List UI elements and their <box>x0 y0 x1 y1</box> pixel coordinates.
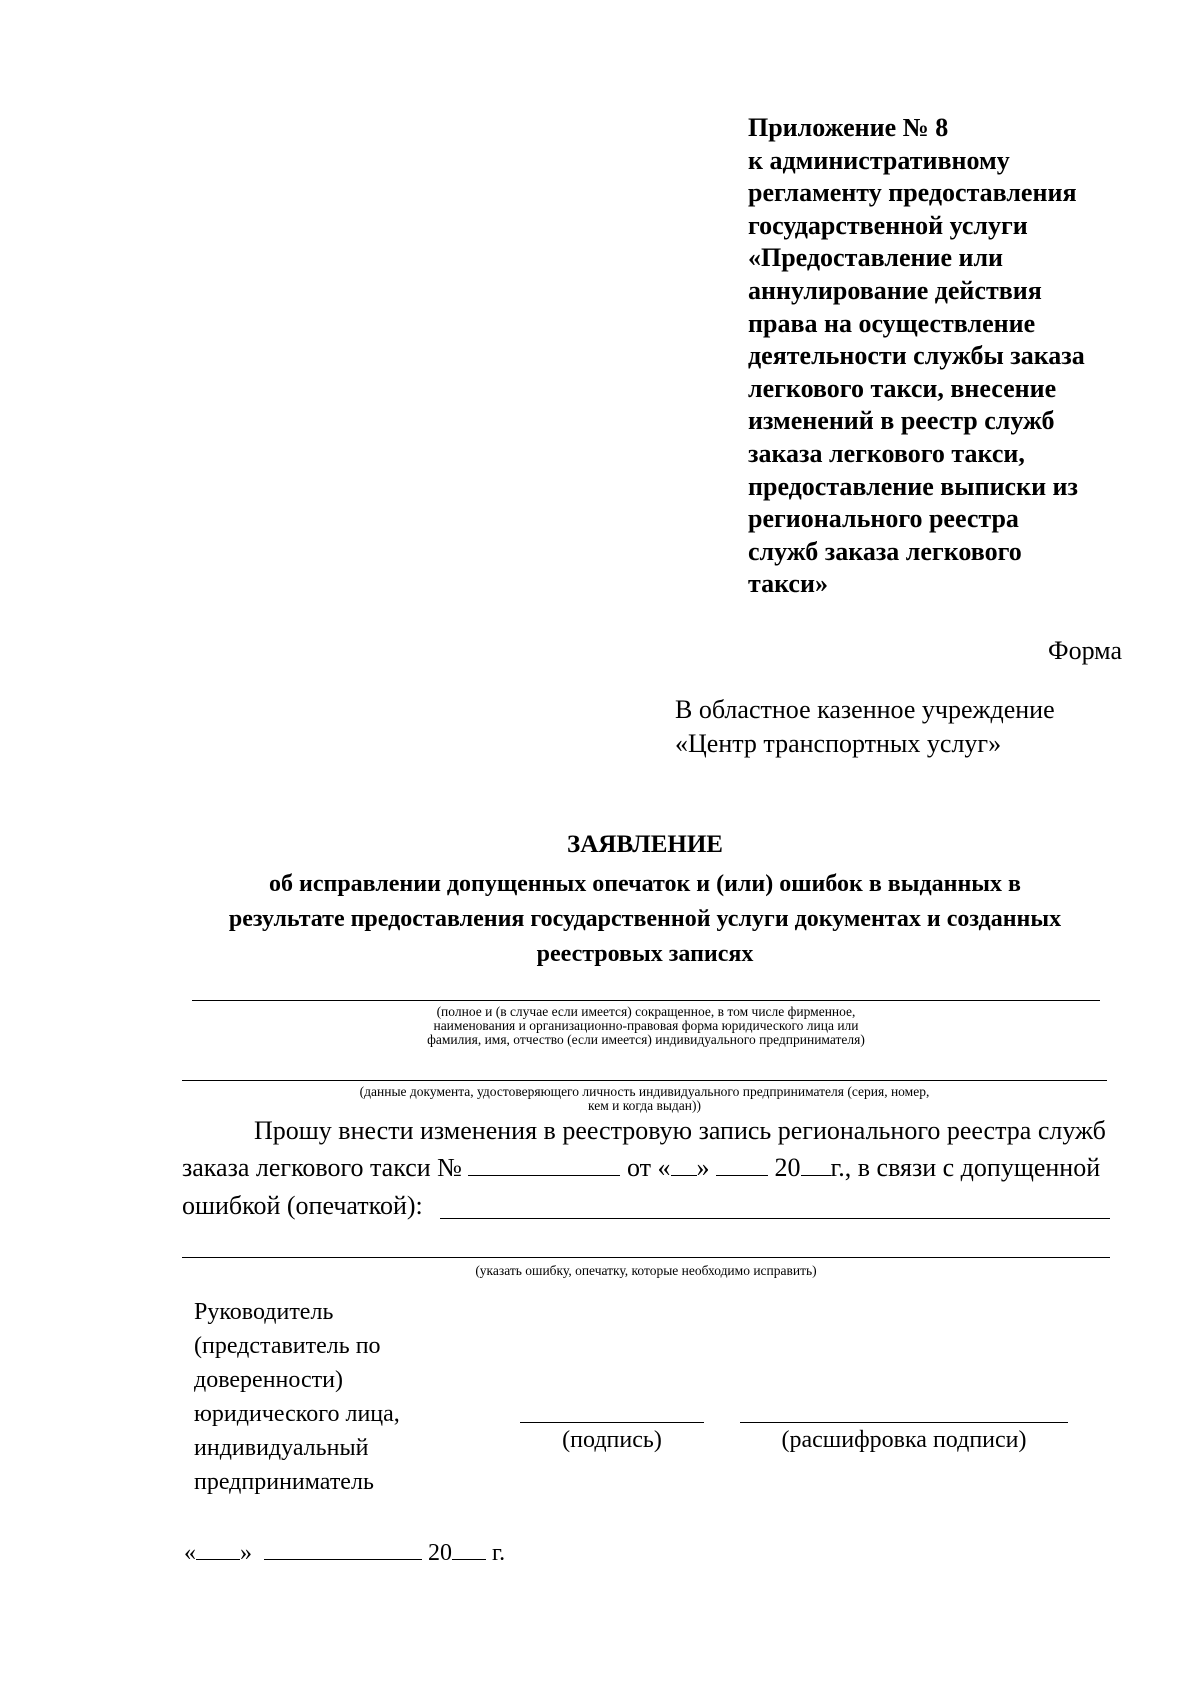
signature-decoding-line[interactable] <box>740 1422 1068 1423</box>
date-day-field[interactable] <box>196 1537 240 1560</box>
appendix-line: регионального реестра <box>748 504 1019 534</box>
signature-decoding-caption: (расшифровка подписи) <box>781 1427 1027 1453</box>
signature-line[interactable] <box>520 1422 704 1423</box>
appendix-line: деятельности службы заказа <box>748 341 1085 371</box>
appendix-line: регламенту предоставления <box>748 178 1077 208</box>
addressee <box>675 693 1055 761</box>
date-month-field[interactable] <box>264 1537 422 1560</box>
subtitle-line-3: реестровых записях <box>536 941 754 967</box>
appendix-line: аннулирование действия <box>748 275 1042 305</box>
record-day-field[interactable] <box>671 1153 697 1176</box>
request-line-3: ошибкой (опечаткой): <box>182 1191 423 1220</box>
entity-name-hint: (полное и (в случае если имеется) сокращенное, в том числе фирменное, наименования и организационно-правовая форма юридического лица или фамилия, имя, отчество (если имеется) индивидуального предпринимателя) <box>427 1004 865 1047</box>
appendix-header <box>748 112 1168 601</box>
date-year-field[interactable] <box>452 1537 486 1560</box>
error-description-line-2[interactable] <box>182 1257 1110 1258</box>
appendix-line: к административному <box>748 145 1010 175</box>
document-title: ЗАЯВЛЕНИЕ <box>567 831 723 858</box>
request-line-1: Прошу внести изменения в реестровую запись регионального реестра служб <box>254 1116 1106 1145</box>
addressee-line-2: «Центр транспортных услуг» <box>675 729 1002 758</box>
document-subtitle <box>120 867 1170 972</box>
date-line: « » 20 г. <box>184 1537 505 1567</box>
appendix-line: изменений в реестр служб <box>748 406 1055 436</box>
record-month-field[interactable] <box>716 1153 768 1176</box>
identity-document-line[interactable] <box>182 1080 1107 1081</box>
error-description-line[interactable] <box>440 1218 1110 1219</box>
appendix-line: «Предоставление или <box>748 243 1004 273</box>
registry-number-field[interactable] <box>468 1153 620 1176</box>
form-label: Форма <box>1048 636 1122 665</box>
signature-caption: (подпись) <box>562 1427 662 1453</box>
appendix-line: заказа легкового такси, <box>748 438 1025 468</box>
appendix-line: предоставление выписки из <box>748 471 1078 501</box>
error-description-hint: (указать ошибку, опечатку, которые необходимо исправить) <box>475 1263 817 1278</box>
appendix-line: служб заказа легкового <box>748 536 1022 566</box>
appendix-line: государственной услуги <box>748 210 1028 240</box>
appendix-line: такси» <box>748 569 828 599</box>
request-line-2: заказа легкового такси № от « » 20 г., в связи с допущенной <box>182 1153 1101 1182</box>
appendix-line: права на осуществление <box>748 308 1036 338</box>
addressee-line-1: В областное казенное учреждение <box>675 695 1055 724</box>
subtitle-line-2: результате предоставления государственной услуги документах и созданных <box>228 906 1062 932</box>
entity-name-line[interactable] <box>192 1000 1100 1001</box>
signer-role: Руководитель (представитель по доверенности) юридического лица, индивидуальный предприниматель <box>194 1299 400 1495</box>
appendix-line: легкового такси, внесение <box>748 373 1057 403</box>
identity-document-hint: (данные документа, удостоверяющего личность индивидуального предпринимателя (серия, номер, кем и когда выдан)) <box>359 1084 930 1113</box>
subtitle-line-1: об исправлении допущенных опечаток и (или) ошибок в выданных в <box>269 871 1021 897</box>
record-year-field[interactable] <box>801 1153 831 1176</box>
appendix-line: Приложение № 8 <box>748 113 949 142</box>
